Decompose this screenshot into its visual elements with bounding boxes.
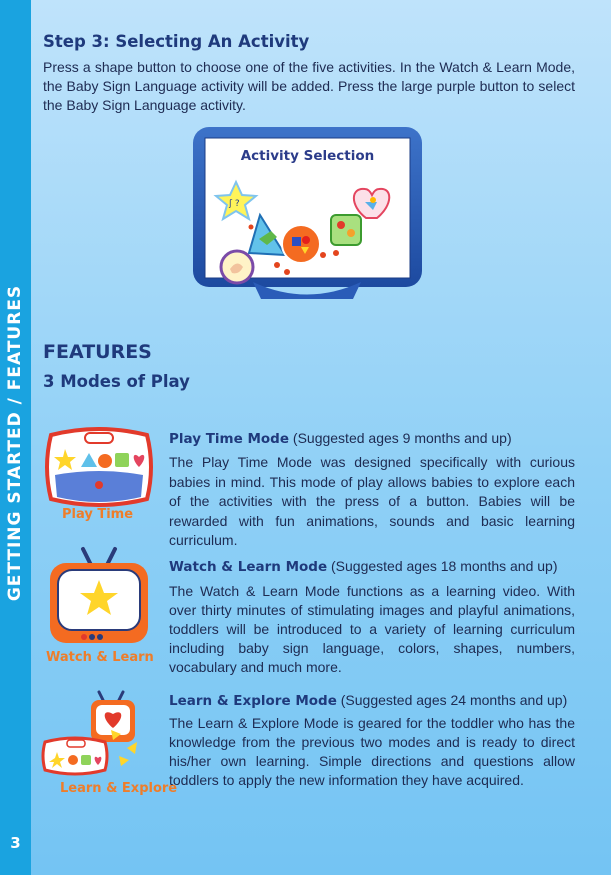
page-number: 3 — [10, 834, 21, 852]
sidebar-title-text: GETTING STARTED / FEATURES — [5, 284, 26, 602]
sidebar-section-title — [0, 263, 31, 623]
activity-selection-screen — [193, 127, 422, 299]
watch-learn-mode-ages: (Suggested ages 18 months and up) — [327, 558, 558, 574]
play-time-mode-title: Play Time Mode — [169, 431, 290, 447]
watch-and-learn-icon — [47, 545, 152, 650]
watch-learn-mode-title: Watch & Learn Mode — [169, 559, 328, 575]
play-time-mode-body: The Play Time Mode was designed specifically with curious babies in mind. This mode of play allows babies to explore each of the activities with the press of a button. Babies will be rewarded with fun animations, sounds and basic learning curriculum. — [169, 454, 575, 548]
learn-explore-heading-line — [169, 691, 575, 711]
watch-learn-mode-body: The Watch & Learn Mode functions as a learning video. With over thirty minutes of stimulating images and playful animations, toddlers will be introduced to a variety of learning curriculum including baby sign language, colors, shapes, numbers, vocabulary and much more. — [169, 583, 575, 675]
screen-title: Activity Selection — [240, 148, 375, 164]
features-heading: FEATURES — [43, 341, 152, 363]
step3-paragraph: Press a shape button to choose one of the five activities. In the Watch & Learn Mode, the Baby Sign Language activity will be added. Press the large purple button to select the Baby Sign Language activity. — [43, 59, 575, 113]
step3-heading: Step 3: Selecting An Activity — [43, 32, 310, 51]
learn-and-explore-label: Learn & Explore — [60, 781, 178, 796]
play-time-heading-line — [169, 429, 575, 449]
learn-explore-mode-body: The Learn & Explore Mode is geared for the toddler who has the knowledge from the previous two modes and is ready to direct his/her own learning. Simple directions and questions allow toddlers to apply the new information they have acquired. — [169, 715, 575, 788]
watch-and-learn-label: Watch & Learn — [46, 650, 154, 665]
learn-explore-mode-ages: (Suggested ages 24 months and up) — [336, 692, 568, 708]
play-time-label: Play Time — [62, 507, 134, 522]
play-time-mode-ages: (Suggested ages 9 months and up) — [289, 430, 512, 446]
square-shape-icon — [331, 215, 361, 245]
modes-subheading: 3 Modes of Play — [43, 372, 190, 391]
svg-text:ʃ ?: ʃ ? — [229, 199, 240, 209]
learn-and-explore-icon — [41, 690, 159, 785]
learn-explore-mode-title: Learn & Explore Mode — [169, 693, 337, 709]
watch-learn-heading-line — [169, 557, 575, 577]
